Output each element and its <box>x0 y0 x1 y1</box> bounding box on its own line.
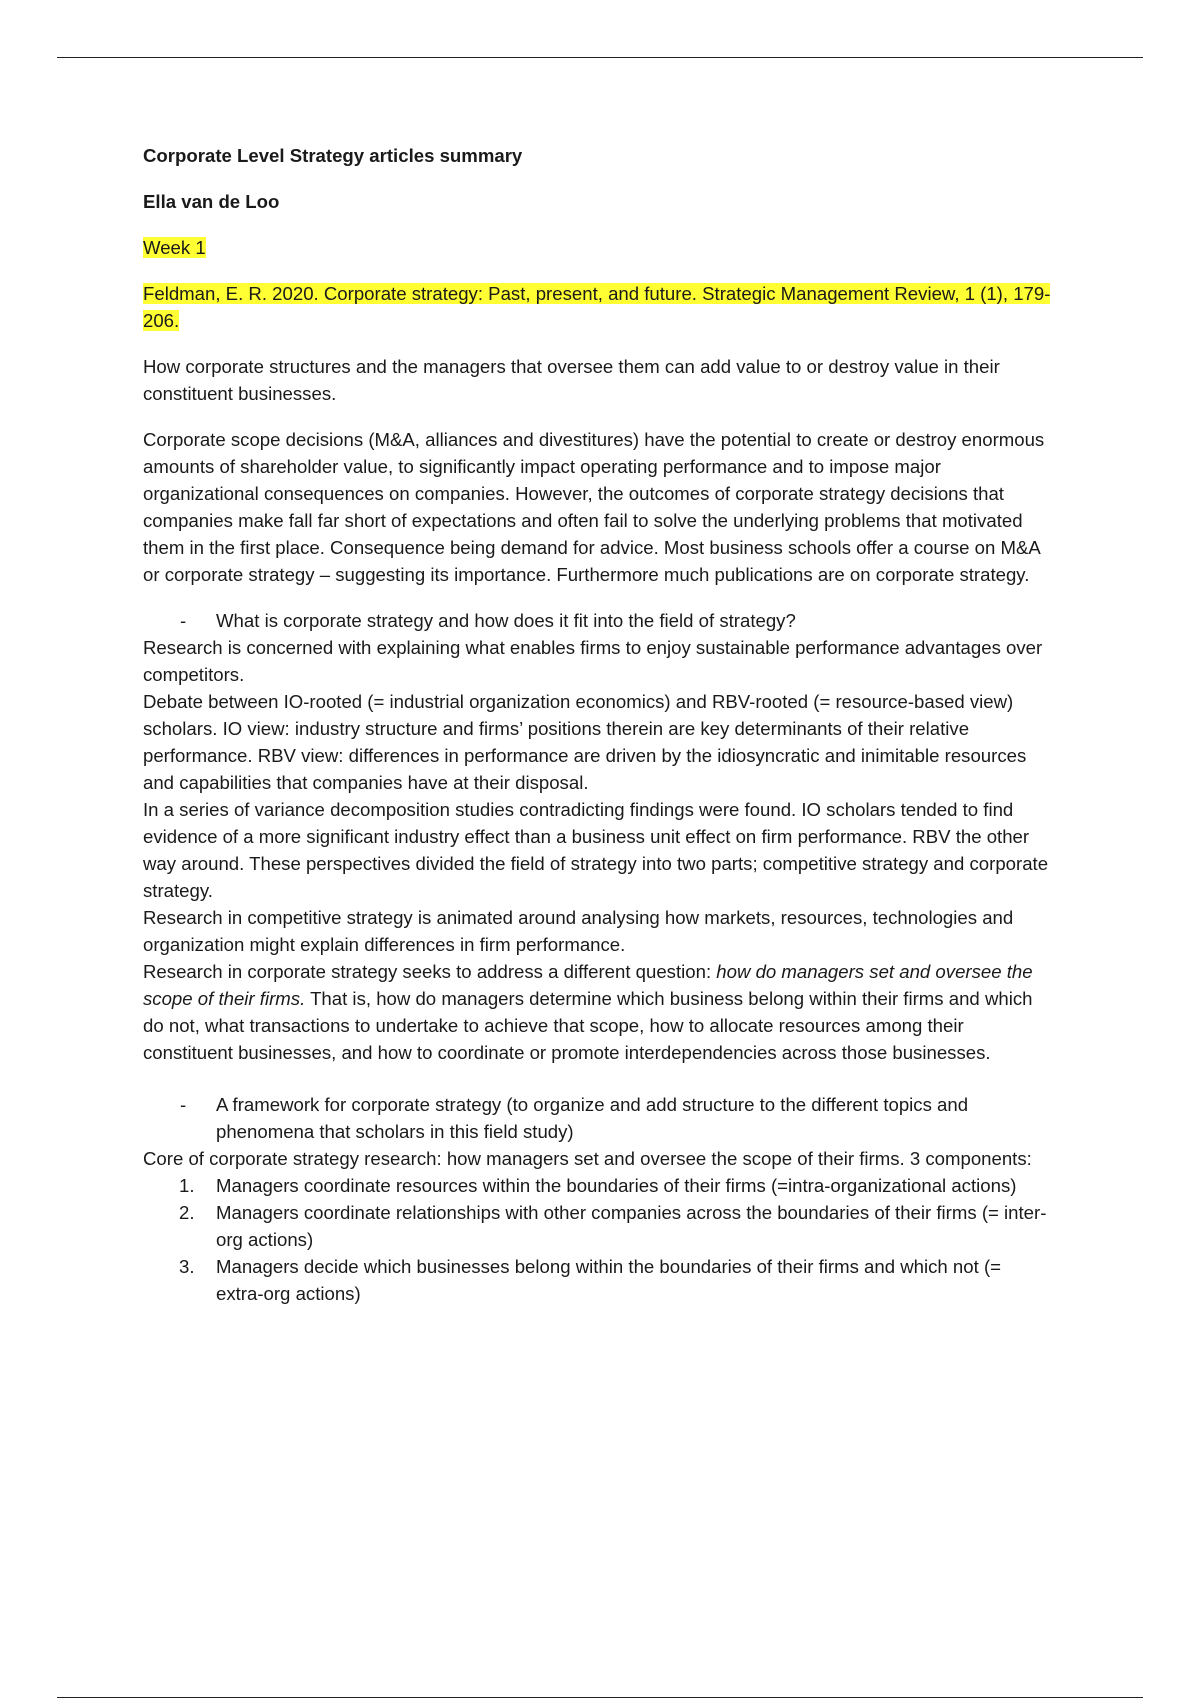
section1-line: Debate between IO-rooted (= industrial organization economics) and RBV-rooted (= resource-based view) scholars. IO view: industry structure and firms’ positions therein are key determinants of their relative performance. RBV view: differences in performance are driven by the idiosyncratic and inimitable resources and capabilities that companies have at their disposal. <box>143 691 1027 793</box>
corp-rest: That is, how do managers determine which business belong within their firms and which do not, what transactions to undertake to achieve that scope, how to allocate resources among their constituent businesses, and how to coordinate or promote interdependencies across those businesses. <box>143 988 1033 1063</box>
header-rule <box>57 57 1143 58</box>
corp-italic: how do managers set and oversee the scope of their firms. <box>143 961 1033 1009</box>
list-number: 3. <box>179 1256 195 1277</box>
section1-line: Research is concerned with explaining what enables firms to enjoy sustainable performance advantages over competitors. <box>143 637 1043 685</box>
list-item-text: Managers coordinate resources within the boundaries of their firms (=intra-organizational actions) <box>216 1175 1017 1196</box>
document-title: Corporate Level Strategy articles summary <box>143 145 523 166</box>
citation-text: Feldman, E. R. 2020. Corporate strategy: Past, present, and future. Strategic Management Review, 1 (1), 179-206. <box>143 283 1051 331</box>
author-name: Ella van de Loo <box>143 191 280 212</box>
document-body <box>143 142 1053 1307</box>
list-number: 1. <box>179 1175 195 1196</box>
list-item-text: Managers decide which businesses belong within the boundaries of their firms and which not (= extra-org actions) <box>216 1256 1001 1304</box>
bullet-dash: - <box>180 1094 187 1115</box>
corp-lead: Research in corporate strategy seeks to address a different question: <box>143 961 717 982</box>
list-number: 2. <box>179 1202 195 1223</box>
list-item <box>143 1253 1053 1307</box>
spacer <box>143 1066 1053 1091</box>
list-item <box>143 1199 1053 1253</box>
footer-rule <box>57 1697 1143 1698</box>
section1-line: In a series of variance decomposition studies contradicting findings were found. IO scholars tended to find evidence of a more significant industry effect than a business unit effect on firm performance. RBV the other way around. These perspectives divided the field of strategy into two parts; competitive strategy and corporate strategy. <box>143 799 1049 901</box>
section2-bullet-text: A framework for corporate strategy (to organize and add structure to the different topics and phenomena that scholars in this field study) <box>216 1094 969 1142</box>
week-heading <box>143 234 1053 261</box>
bullet-dash: - <box>180 610 187 631</box>
scope-paragraph: Corporate scope decisions (M&A, alliances and divestitures) have the potential to create or destroy enormous amounts of shareholder value, to significantly impact operating performance and to impose major organizational consequences on companies. However, the outcomes of corporate strategy decisions that companies make fall far short of expectations and often fail to solve the underlying problems that motivated them in the first place. Consequence being demand for advice. Most business schools offer a course on M&A or corporate strategy – suggesting its importance. Furthermore much publications are on corporate strategy. <box>143 429 1045 585</box>
list-item <box>143 1172 1053 1199</box>
list-item-text: Managers coordinate relationships with other companies across the boundaries of their firms (= inter-org actions) <box>216 1202 1047 1250</box>
section1-bullet <box>143 607 1053 634</box>
corporate-strategy-question <box>143 958 1053 1066</box>
citation <box>143 280 1053 334</box>
week-label: Week 1 <box>143 237 206 258</box>
intro-paragraph: How corporate structures and the managers that oversee them can add value to or destroy value in their constituent businesses. <box>143 356 1000 404</box>
section2-bullet <box>143 1091 1053 1145</box>
section2-core: Core of corporate strategy research: how managers set and oversee the scope of their firms. 3 components: <box>143 1148 1032 1169</box>
section1-line: Research in competitive strategy is animated around analysing how markets, resources, technologies and organization might explain differences in firm performance. <box>143 907 1014 955</box>
section1-bullet-text: What is corporate strategy and how does it fit into the field of strategy? <box>216 610 796 631</box>
